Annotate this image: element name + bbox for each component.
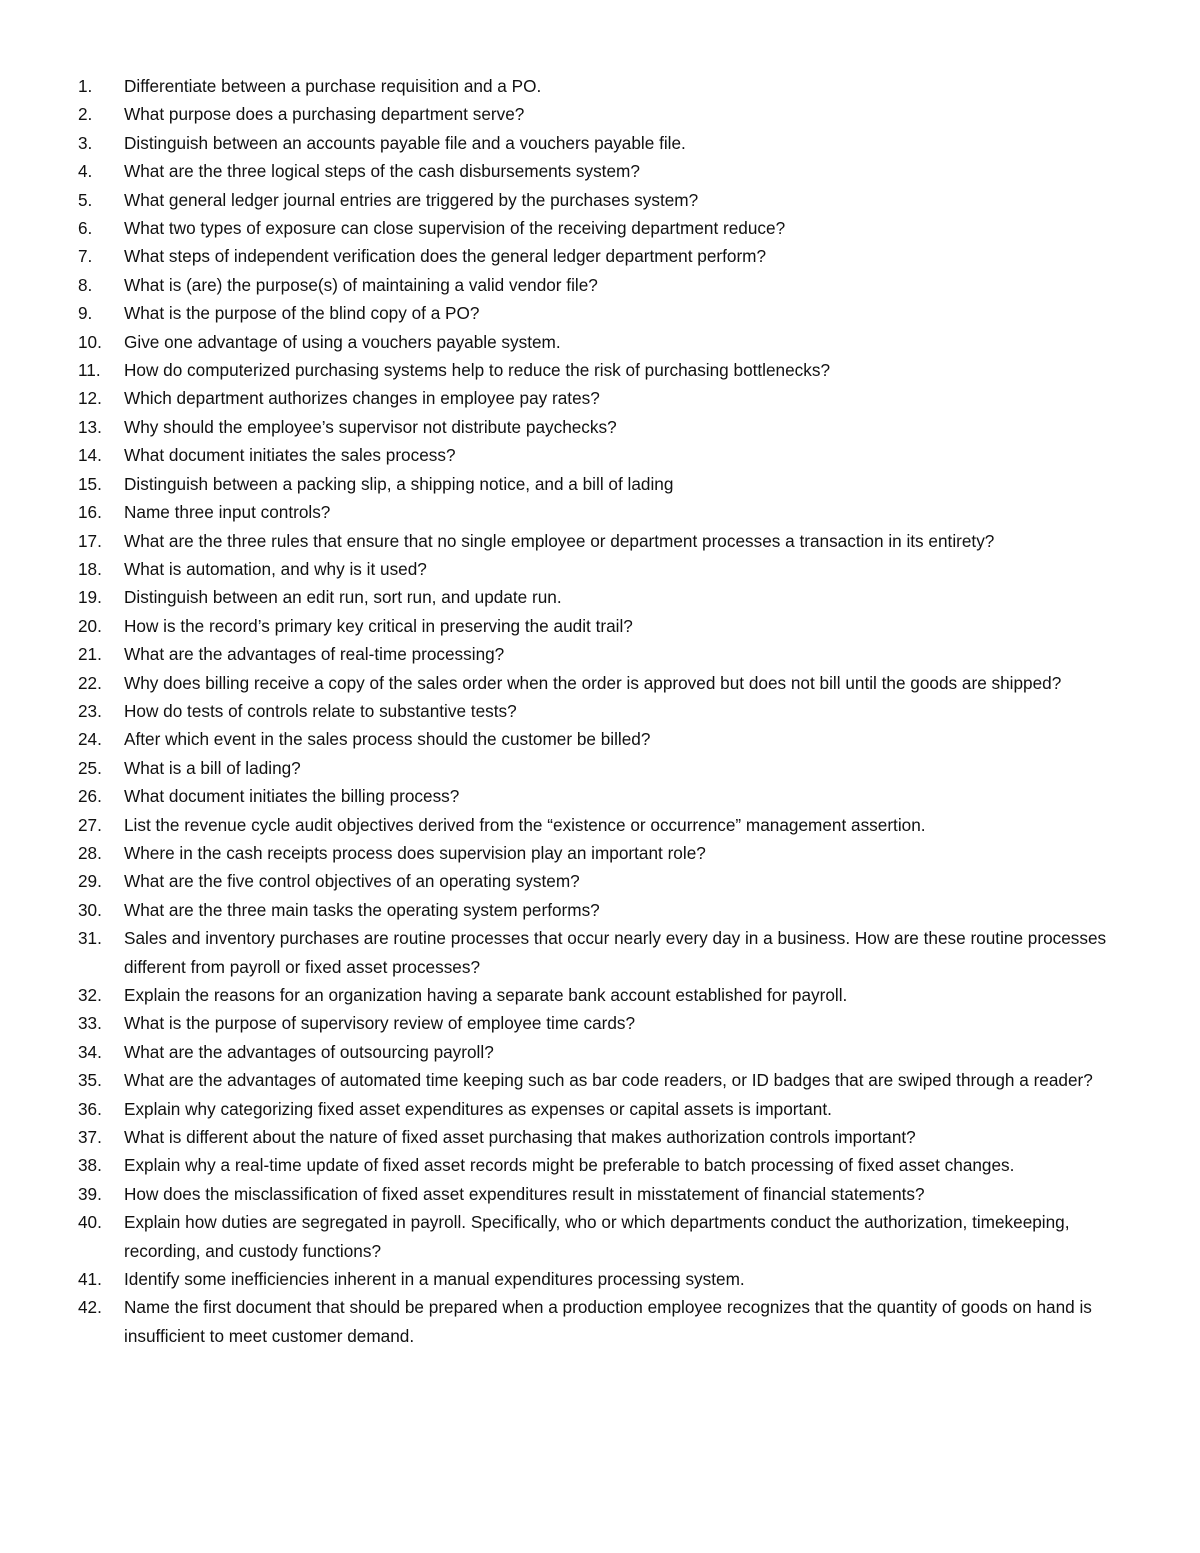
question-item	[78, 1293, 1138, 1350]
question-text: What document initiates the sales process?	[124, 445, 456, 466]
question-text: What are the advantages of outsourcing payroll?	[124, 1041, 494, 1062]
question-number: 4.	[78, 161, 93, 182]
question-item	[78, 356, 1138, 384]
question-text: What general ledger journal entries are triggered by the purchases system?	[124, 189, 699, 210]
question-text: Distinguish between a packing slip, a shipping notice, and a bill of lading	[124, 473, 674, 494]
question-item	[78, 498, 1138, 526]
question-number: 30.	[78, 899, 102, 920]
question-item	[78, 981, 1138, 1009]
question-text: What are the advantages of automated time keeping such as bar code readers, or ID badges that are swiped through a reader?	[124, 1070, 1093, 1091]
question-number: 41.	[78, 1269, 102, 1290]
question-number: 21.	[78, 644, 102, 665]
question-number: 6.	[78, 218, 93, 239]
question-number: 16.	[78, 502, 102, 523]
question-text: Where in the cash receipts process does supervision play an important role?	[124, 842, 706, 863]
question-text: What is the purpose of supervisory review of employee time cards?	[124, 1013, 636, 1034]
question-item	[78, 612, 1138, 640]
question-number: 28.	[78, 842, 102, 863]
question-number: 38.	[78, 1155, 102, 1176]
question-item	[78, 583, 1138, 611]
question-number: 24.	[78, 729, 102, 750]
question-text: After which event in the sales process should the customer be billed?	[124, 729, 651, 750]
question-text: Name the first document that should be prepared when a production employee recognizes that the quantity of goods on hand is insufficient to meet customer demand.	[124, 1297, 1092, 1346]
question-text: What is a bill of lading?	[124, 757, 301, 778]
question-item	[78, 186, 1138, 214]
question-item	[78, 725, 1138, 753]
question-item	[78, 384, 1138, 412]
question-item	[78, 555, 1138, 583]
question-number: 8.	[78, 274, 93, 295]
question-item	[78, 867, 1138, 895]
question-text: What are the advantages of real-time processing?	[124, 644, 505, 665]
question-text: Explain why categorizing fixed asset expenditures as expenses or capital assets is important.	[124, 1098, 832, 1119]
question-text: What is different about the nature of fixed asset purchasing that makes authorization controls important?	[124, 1127, 916, 1148]
question-number: 2.	[78, 104, 93, 125]
question-text: Explain how duties are segregated in payroll. Specifically, who or which departments conduct the authorization, timekeeping, recording, and custody functions?	[124, 1212, 1070, 1261]
question-item	[78, 669, 1138, 697]
question-text: Why does billing receive a copy of the sales order when the order is approved but does not bill until the goods are shipped?	[124, 672, 1062, 693]
question-number: 13.	[78, 416, 102, 437]
question-item	[78, 242, 1138, 270]
question-number: 22.	[78, 672, 102, 693]
question-text: What are the three logical steps of the cash disbursements system?	[124, 161, 640, 182]
question-item	[78, 271, 1138, 299]
question-number: 18.	[78, 558, 102, 579]
question-number: 36.	[78, 1098, 102, 1119]
question-number: 40.	[78, 1212, 102, 1233]
question-item	[78, 1265, 1138, 1293]
question-number: 37.	[78, 1127, 102, 1148]
question-item	[78, 100, 1138, 128]
question-item	[78, 157, 1138, 185]
question-item	[78, 470, 1138, 498]
question-item	[78, 896, 1138, 924]
question-text: Explain the reasons for an organization having a separate bank account established for payroll.	[124, 985, 848, 1005]
question-number: 32.	[78, 985, 102, 1005]
question-text: What purpose does a purchasing department serve?	[124, 104, 525, 125]
question-text: Explain why a real-time update of fixed asset records might be preferable to batch processing of fixed asset changes.	[124, 1155, 1015, 1176]
question-item	[78, 1123, 1138, 1151]
question-number: 9.	[78, 303, 93, 324]
question-text: How do computerized purchasing systems help to reduce the risk of purchasing bottlenecks?	[124, 360, 831, 381]
question-text: Sales and inventory purchases are routine processes that occur nearly every day in a business. How are these routine processes different from payroll or fixed asset processes?	[124, 928, 1107, 977]
question-text: Name three input controls?	[124, 502, 331, 523]
question-text: What is automation, and why is it used?	[124, 558, 427, 579]
question-item	[78, 413, 1138, 441]
question-text: Identify some inefficiencies inherent in a manual expenditures processing system.	[124, 1269, 745, 1290]
question-number: 27.	[78, 814, 102, 835]
question-text: What are the five control objectives of an operating system?	[124, 871, 580, 892]
question-list	[78, 72, 1138, 1350]
question-item	[78, 214, 1138, 242]
question-number: 11.	[78, 360, 101, 381]
question-number: 17.	[78, 530, 102, 551]
question-item	[78, 811, 1138, 839]
question-text: What is the purpose of the blind copy of a PO?	[124, 303, 480, 324]
question-text: Which department authorizes changes in employee pay rates?	[124, 388, 600, 409]
question-item	[78, 72, 1138, 100]
question-number: 3.	[78, 132, 93, 153]
question-text: How do tests of controls relate to substantive tests?	[124, 700, 517, 721]
question-item	[78, 782, 1138, 810]
question-number: 10.	[78, 331, 102, 352]
question-number: 33.	[78, 1013, 102, 1034]
question-number: 12.	[78, 388, 102, 409]
question-number: 5.	[78, 189, 93, 210]
question-item	[78, 839, 1138, 867]
question-text: What is (are) the purpose(s) of maintaining a valid vendor file?	[124, 274, 598, 295]
question-item	[78, 924, 1138, 981]
question-number: 39.	[78, 1183, 102, 1204]
question-number: 35.	[78, 1070, 102, 1091]
question-text: What document initiates the billing process?	[124, 786, 460, 807]
question-item	[78, 1151, 1138, 1179]
question-item	[78, 754, 1138, 782]
question-item	[78, 697, 1138, 725]
question-item	[78, 1180, 1138, 1208]
question-text: List the revenue cycle audit objectives derived from the “existence or occurrence” management assertion.	[124, 814, 926, 835]
question-number: 25.	[78, 757, 102, 778]
question-number: 20.	[78, 615, 102, 636]
question-text: Give one advantage of using a vouchers payable system.	[124, 331, 561, 352]
question-item	[78, 441, 1138, 469]
question-item	[78, 1038, 1138, 1066]
question-item	[78, 1095, 1138, 1123]
question-number: 34.	[78, 1041, 102, 1062]
question-number: 29.	[78, 871, 102, 892]
question-item	[78, 527, 1138, 555]
question-number: 7.	[78, 246, 93, 267]
question-item	[78, 1208, 1138, 1265]
question-number: 23.	[78, 700, 102, 721]
question-item	[78, 1066, 1138, 1094]
question-text: Differentiate between a purchase requisition and a PO.	[124, 76, 542, 96]
question-text: How is the record’s primary key critical in preserving the audit trail?	[124, 615, 633, 636]
question-text: Distinguish between an edit run, sort run, and update run.	[124, 587, 562, 608]
question-text: What steps of independent verification does the general ledger department perform?	[124, 246, 767, 267]
question-number: 14.	[78, 445, 102, 466]
question-text: Why should the employee’s supervisor not distribute paychecks?	[124, 416, 617, 437]
question-number: 1.	[78, 76, 93, 96]
question-text: What are the three main tasks the operating system performs?	[124, 899, 600, 920]
question-item	[78, 640, 1138, 668]
question-number: 26.	[78, 786, 102, 807]
question-text: What two types of exposure can close supervision of the receiving department reduce?	[124, 218, 786, 239]
question-text: How does the misclassification of fixed asset expenditures result in misstatement of financial statements?	[124, 1183, 925, 1204]
question-item	[78, 129, 1138, 157]
question-number: 19.	[78, 587, 102, 608]
question-number: 15.	[78, 473, 102, 494]
question-item	[78, 328, 1138, 356]
question-text: What are the three rules that ensure that no single employee or department processes a transaction in its entirety?	[124, 530, 995, 551]
question-number: 31.	[78, 928, 102, 949]
question-item	[78, 299, 1138, 327]
question-number: 42.	[78, 1297, 102, 1318]
question-text: Distinguish between an accounts payable file and a vouchers payable file.	[124, 132, 686, 153]
question-item	[78, 1009, 1138, 1037]
